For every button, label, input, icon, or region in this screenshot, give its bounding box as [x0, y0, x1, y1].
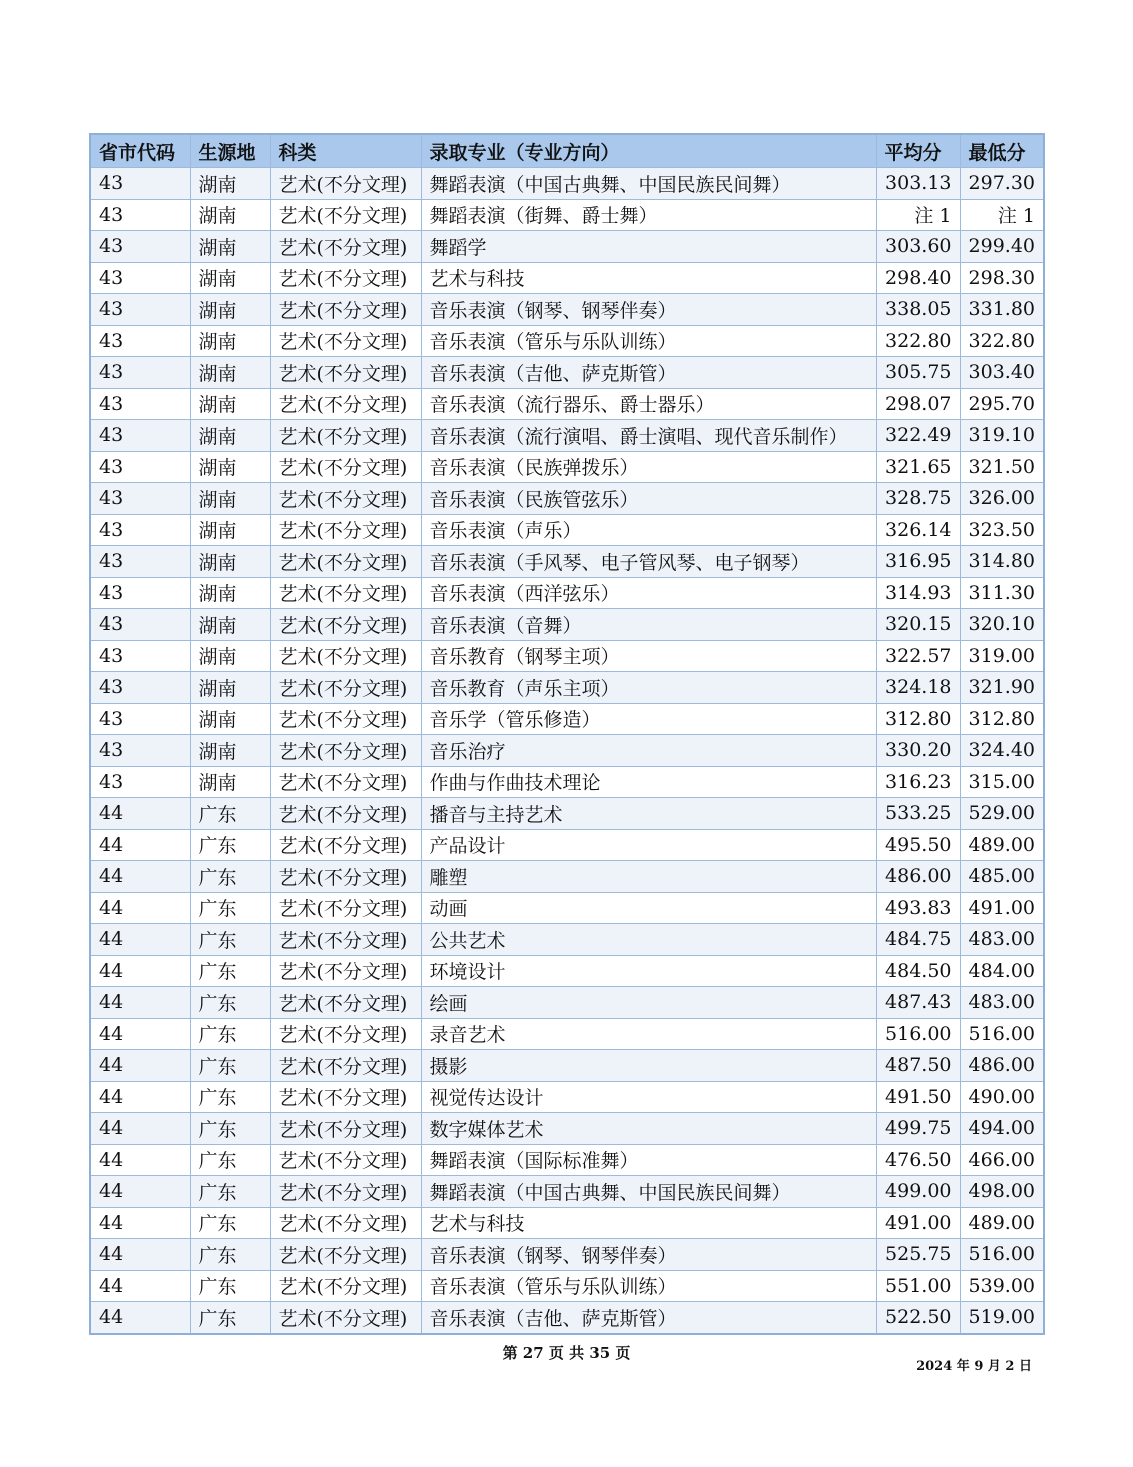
cell-province-code: 43 — [90, 199, 190, 231]
cell-category: 艺术(不分文理) — [270, 294, 421, 326]
cell-origin: 广东 — [190, 1302, 270, 1334]
cell-category: 艺术(不分文理) — [270, 357, 421, 389]
cell-origin: 湖南 — [190, 577, 270, 609]
cell-major: 音乐治疗 — [421, 735, 876, 767]
cell-category: 艺术(不分文理) — [270, 262, 421, 294]
cell-average-score: 499.75 — [876, 1113, 960, 1145]
table-row — [90, 1176, 1044, 1208]
cell-average-score: 303.60 — [876, 231, 960, 263]
cell-average-score: 491.50 — [876, 1081, 960, 1113]
cell-major: 音乐表演（民族弹拨乐） — [421, 451, 876, 483]
cell-average-score: 321.65 — [876, 451, 960, 483]
cell-province-code: 43 — [90, 609, 190, 641]
table-row — [90, 987, 1044, 1019]
cell-origin: 湖南 — [190, 766, 270, 798]
table-row — [90, 294, 1044, 326]
cell-province-code: 44 — [90, 1176, 190, 1208]
cell-minimum-score: 486.00 — [960, 1050, 1044, 1082]
cell-category: 艺术(不分文理) — [270, 1018, 421, 1050]
cell-province-code: 44 — [90, 892, 190, 924]
cell-origin: 湖南 — [190, 357, 270, 389]
cell-minimum-score: 321.50 — [960, 451, 1044, 483]
cell-origin: 广东 — [190, 924, 270, 956]
cell-minimum-score: 315.00 — [960, 766, 1044, 798]
cell-average-score: 324.18 — [876, 672, 960, 704]
cell-major: 产品设计 — [421, 829, 876, 861]
header-minimum-score: 最低分 — [960, 134, 1044, 168]
cell-major: 公共艺术 — [421, 924, 876, 956]
table-row — [90, 672, 1044, 704]
cell-average-score: 484.50 — [876, 955, 960, 987]
cell-province-code: 43 — [90, 514, 190, 546]
table-row — [90, 451, 1044, 483]
cell-average-score: 533.25 — [876, 798, 960, 830]
cell-province-code: 44 — [90, 1270, 190, 1302]
table-row — [90, 1113, 1044, 1145]
table-row — [90, 325, 1044, 357]
cell-major: 音乐表演（吉他、萨克斯管） — [421, 357, 876, 389]
cell-average-score: 注 1 — [876, 199, 960, 231]
cell-province-code: 44 — [90, 987, 190, 1019]
cell-average-score: 476.50 — [876, 1144, 960, 1176]
cell-minimum-score: 539.00 — [960, 1270, 1044, 1302]
cell-province-code: 43 — [90, 577, 190, 609]
cell-origin: 广东 — [190, 861, 270, 893]
cell-category: 艺术(不分文理) — [270, 451, 421, 483]
cell-category: 艺术(不分文理) — [270, 798, 421, 830]
cell-average-score: 305.75 — [876, 357, 960, 389]
cell-minimum-score: 466.00 — [960, 1144, 1044, 1176]
cell-category: 艺术(不分文理) — [270, 987, 421, 1019]
cell-minimum-score: 314.80 — [960, 546, 1044, 578]
cell-average-score: 484.75 — [876, 924, 960, 956]
admission-table-container — [89, 133, 1043, 1335]
cell-province-code: 44 — [90, 1081, 190, 1113]
cell-major: 音乐表演（西洋弦乐） — [421, 577, 876, 609]
cell-origin: 湖南 — [190, 735, 270, 767]
cell-category: 艺术(不分文理) — [270, 231, 421, 263]
table-row — [90, 735, 1044, 767]
cell-minimum-score: 注 1 — [960, 199, 1044, 231]
cell-category: 艺术(不分文理) — [270, 1176, 421, 1208]
cell-category: 艺术(不分文理) — [270, 1144, 421, 1176]
cell-minimum-score: 323.50 — [960, 514, 1044, 546]
cell-province-code: 44 — [90, 955, 190, 987]
cell-major: 音乐表演（管乐与乐队训练） — [421, 1270, 876, 1302]
cell-origin: 湖南 — [190, 231, 270, 263]
cell-average-score: 338.05 — [876, 294, 960, 326]
table-row — [90, 640, 1044, 672]
cell-minimum-score: 324.40 — [960, 735, 1044, 767]
cell-average-score: 499.00 — [876, 1176, 960, 1208]
cell-major: 音乐表演（音舞） — [421, 609, 876, 641]
cell-major: 录音艺术 — [421, 1018, 876, 1050]
cell-average-score: 525.75 — [876, 1239, 960, 1271]
cell-major: 舞蹈表演（街舞、爵士舞） — [421, 199, 876, 231]
cell-category: 艺术(不分文理) — [270, 703, 421, 735]
cell-major: 音乐表演（流行器乐、爵士器乐） — [421, 388, 876, 420]
table-row — [90, 577, 1044, 609]
cell-major: 艺术与科技 — [421, 1207, 876, 1239]
cell-category: 艺术(不分文理) — [270, 483, 421, 515]
cell-average-score: 491.00 — [876, 1207, 960, 1239]
cell-minimum-score: 519.00 — [960, 1302, 1044, 1334]
header-average-score: 平均分 — [876, 134, 960, 168]
cell-province-code: 43 — [90, 388, 190, 420]
cell-average-score: 312.80 — [876, 703, 960, 735]
cell-average-score: 328.75 — [876, 483, 960, 515]
cell-minimum-score: 322.80 — [960, 325, 1044, 357]
cell-origin: 湖南 — [190, 609, 270, 641]
cell-average-score: 322.57 — [876, 640, 960, 672]
table-row — [90, 546, 1044, 578]
cell-province-code: 43 — [90, 451, 190, 483]
table-row — [90, 1050, 1044, 1082]
cell-origin: 广东 — [190, 1113, 270, 1145]
table-row — [90, 199, 1044, 231]
cell-major: 播音与主持艺术 — [421, 798, 876, 830]
cell-major: 音乐表演（民族管弦乐） — [421, 483, 876, 515]
cell-province-code: 43 — [90, 546, 190, 578]
cell-minimum-score: 484.00 — [960, 955, 1044, 987]
table-row — [90, 1270, 1044, 1302]
table-row — [90, 1144, 1044, 1176]
cell-major: 音乐学（管乐修造） — [421, 703, 876, 735]
cell-origin: 湖南 — [190, 672, 270, 704]
cell-category: 艺术(不分文理) — [270, 1050, 421, 1082]
cell-category: 艺术(不分文理) — [270, 199, 421, 231]
cell-average-score: 516.00 — [876, 1018, 960, 1050]
table-row — [90, 609, 1044, 641]
cell-minimum-score: 321.90 — [960, 672, 1044, 704]
table-body — [90, 168, 1044, 1334]
cell-minimum-score: 319.10 — [960, 420, 1044, 452]
cell-major: 音乐表演（手风琴、电子管风琴、电子钢琴） — [421, 546, 876, 578]
cell-origin: 湖南 — [190, 168, 270, 200]
cell-province-code: 44 — [90, 1050, 190, 1082]
cell-origin: 广东 — [190, 1144, 270, 1176]
cell-average-score: 522.50 — [876, 1302, 960, 1334]
table-row — [90, 483, 1044, 515]
cell-province-code: 43 — [90, 420, 190, 452]
cell-origin: 湖南 — [190, 703, 270, 735]
cell-category: 艺术(不分文理) — [270, 829, 421, 861]
cell-minimum-score: 529.00 — [960, 798, 1044, 830]
table-row — [90, 1302, 1044, 1334]
cell-major: 舞蹈表演（国际标准舞） — [421, 1144, 876, 1176]
cell-category: 艺术(不分文理) — [270, 577, 421, 609]
table-row — [90, 861, 1044, 893]
table-row — [90, 924, 1044, 956]
cell-province-code: 44 — [90, 1144, 190, 1176]
cell-minimum-score: 298.30 — [960, 262, 1044, 294]
cell-average-score: 314.93 — [876, 577, 960, 609]
cell-category: 艺术(不分文理) — [270, 168, 421, 200]
cell-major: 摄影 — [421, 1050, 876, 1082]
document-date: 2024 年 9 月 2 日 — [916, 1359, 1032, 1374]
table-row — [90, 766, 1044, 798]
cell-province-code: 44 — [90, 1239, 190, 1271]
cell-origin: 广东 — [190, 1239, 270, 1271]
cell-province-code: 44 — [90, 1207, 190, 1239]
cell-origin: 湖南 — [190, 546, 270, 578]
cell-province-code: 43 — [90, 735, 190, 767]
table-row — [90, 703, 1044, 735]
cell-province-code: 43 — [90, 766, 190, 798]
cell-average-score: 316.95 — [876, 546, 960, 578]
cell-average-score: 322.80 — [876, 325, 960, 357]
cell-minimum-score: 489.00 — [960, 1207, 1044, 1239]
cell-category: 艺术(不分文理) — [270, 325, 421, 357]
table-row — [90, 420, 1044, 452]
cell-minimum-score: 516.00 — [960, 1018, 1044, 1050]
cell-category: 艺术(不分文理) — [270, 609, 421, 641]
cell-province-code: 43 — [90, 483, 190, 515]
cell-province-code: 43 — [90, 672, 190, 704]
cell-major: 音乐表演（声乐） — [421, 514, 876, 546]
cell-average-score: 320.15 — [876, 609, 960, 641]
cell-minimum-score: 326.00 — [960, 483, 1044, 515]
cell-minimum-score: 498.00 — [960, 1176, 1044, 1208]
cell-minimum-score: 311.30 — [960, 577, 1044, 609]
cell-category: 艺术(不分文理) — [270, 1113, 421, 1145]
cell-major: 舞蹈表演（中国古典舞、中国民族民间舞） — [421, 1176, 876, 1208]
cell-province-code: 44 — [90, 1302, 190, 1334]
cell-origin: 湖南 — [190, 294, 270, 326]
cell-category: 艺术(不分文理) — [270, 1081, 421, 1113]
cell-origin: 湖南 — [190, 388, 270, 420]
cell-origin: 广东 — [190, 829, 270, 861]
cell-origin: 广东 — [190, 1176, 270, 1208]
cell-major: 绘画 — [421, 987, 876, 1019]
cell-province-code: 44 — [90, 1018, 190, 1050]
cell-origin: 湖南 — [190, 262, 270, 294]
cell-average-score: 493.83 — [876, 892, 960, 924]
cell-minimum-score: 303.40 — [960, 357, 1044, 389]
table-row — [90, 1018, 1044, 1050]
cell-category: 艺术(不分文理) — [270, 640, 421, 672]
cell-category: 艺术(不分文理) — [270, 861, 421, 893]
cell-minimum-score: 320.10 — [960, 609, 1044, 641]
cell-origin: 湖南 — [190, 199, 270, 231]
cell-origin: 湖南 — [190, 483, 270, 515]
cell-major: 音乐表演（流行演唱、爵士演唱、现代音乐制作） — [421, 420, 876, 452]
cell-category: 艺术(不分文理) — [270, 420, 421, 452]
cell-major: 舞蹈表演（中国古典舞、中国民族民间舞） — [421, 168, 876, 200]
cell-major: 音乐表演（吉他、萨克斯管） — [421, 1302, 876, 1334]
cell-minimum-score: 489.00 — [960, 829, 1044, 861]
table-row — [90, 388, 1044, 420]
cell-average-score: 487.50 — [876, 1050, 960, 1082]
cell-province-code: 43 — [90, 325, 190, 357]
cell-origin: 广东 — [190, 1050, 270, 1082]
cell-origin: 广东 — [190, 1207, 270, 1239]
cell-province-code: 43 — [90, 168, 190, 200]
cell-major: 音乐表演（管乐与乐队训练） — [421, 325, 876, 357]
cell-province-code: 44 — [90, 1113, 190, 1145]
page-number: 第 27 页 共 35 页 — [502, 1344, 631, 1362]
cell-average-score: 486.00 — [876, 861, 960, 893]
cell-major: 作曲与作曲技术理论 — [421, 766, 876, 798]
cell-category: 艺术(不分文理) — [270, 388, 421, 420]
cell-average-score: 495.50 — [876, 829, 960, 861]
cell-average-score: 487.43 — [876, 987, 960, 1019]
cell-origin: 湖南 — [190, 420, 270, 452]
cell-major: 音乐表演（钢琴、钢琴伴奏） — [421, 1239, 876, 1271]
cell-province-code: 43 — [90, 357, 190, 389]
table-row — [90, 1081, 1044, 1113]
table-row — [90, 955, 1044, 987]
table-row — [90, 168, 1044, 200]
table-row — [90, 514, 1044, 546]
cell-province-code: 43 — [90, 262, 190, 294]
cell-origin: 广东 — [190, 798, 270, 830]
cell-major: 音乐教育（声乐主项） — [421, 672, 876, 704]
cell-average-score: 316.23 — [876, 766, 960, 798]
cell-minimum-score: 319.00 — [960, 640, 1044, 672]
cell-category: 艺术(不分文理) — [270, 892, 421, 924]
table-row — [90, 357, 1044, 389]
cell-average-score: 330.20 — [876, 735, 960, 767]
table-row — [90, 892, 1044, 924]
cell-average-score: 551.00 — [876, 1270, 960, 1302]
cell-category: 艺术(不分文理) — [270, 735, 421, 767]
header-major: 录取专业（专业方向） — [421, 134, 876, 168]
cell-province-code: 44 — [90, 861, 190, 893]
cell-category: 艺术(不分文理) — [270, 766, 421, 798]
cell-minimum-score: 494.00 — [960, 1113, 1044, 1145]
cell-major: 数字媒体艺术 — [421, 1113, 876, 1145]
cell-origin: 广东 — [190, 892, 270, 924]
cell-origin: 广东 — [190, 955, 270, 987]
cell-major: 雕塑 — [421, 861, 876, 893]
cell-average-score: 326.14 — [876, 514, 960, 546]
cell-average-score: 303.13 — [876, 168, 960, 200]
header-category: 科类 — [270, 134, 421, 168]
table-row — [90, 231, 1044, 263]
cell-province-code: 43 — [90, 231, 190, 263]
cell-category: 艺术(不分文理) — [270, 1270, 421, 1302]
cell-category: 艺术(不分文理) — [270, 1207, 421, 1239]
header-origin: 生源地 — [190, 134, 270, 168]
cell-province-code: 43 — [90, 294, 190, 326]
cell-origin: 广东 — [190, 987, 270, 1019]
cell-major: 艺术与科技 — [421, 262, 876, 294]
cell-category: 艺术(不分文理) — [270, 955, 421, 987]
cell-category: 艺术(不分文理) — [270, 546, 421, 578]
admission-scores-table — [89, 133, 1045, 1335]
cell-average-score: 322.49 — [876, 420, 960, 452]
cell-origin: 广东 — [190, 1081, 270, 1113]
cell-origin: 广东 — [190, 1270, 270, 1302]
cell-average-score: 298.07 — [876, 388, 960, 420]
cell-province-code: 43 — [90, 703, 190, 735]
table-header-row — [90, 134, 1044, 168]
cell-minimum-score: 299.40 — [960, 231, 1044, 263]
cell-minimum-score: 483.00 — [960, 924, 1044, 956]
table-row — [90, 1239, 1044, 1271]
cell-province-code: 44 — [90, 829, 190, 861]
cell-category: 艺术(不分文理) — [270, 924, 421, 956]
cell-origin: 广东 — [190, 1018, 270, 1050]
cell-major: 动画 — [421, 892, 876, 924]
cell-minimum-score: 516.00 — [960, 1239, 1044, 1271]
cell-minimum-score: 295.70 — [960, 388, 1044, 420]
header-province-code: 省市代码 — [90, 134, 190, 168]
cell-origin: 湖南 — [190, 325, 270, 357]
cell-minimum-score: 490.00 — [960, 1081, 1044, 1113]
cell-category: 艺术(不分文理) — [270, 1239, 421, 1271]
cell-category: 艺术(不分文理) — [270, 1302, 421, 1334]
cell-origin: 湖南 — [190, 514, 270, 546]
cell-minimum-score: 485.00 — [960, 861, 1044, 893]
cell-minimum-score: 491.00 — [960, 892, 1044, 924]
cell-province-code: 43 — [90, 640, 190, 672]
cell-minimum-score: 312.80 — [960, 703, 1044, 735]
cell-origin: 湖南 — [190, 451, 270, 483]
cell-major: 舞蹈学 — [421, 231, 876, 263]
table-row — [90, 829, 1044, 861]
cell-major: 视觉传达设计 — [421, 1081, 876, 1113]
cell-average-score: 298.40 — [876, 262, 960, 294]
cell-major: 音乐教育（钢琴主项） — [421, 640, 876, 672]
cell-major: 音乐表演（钢琴、钢琴伴奏） — [421, 294, 876, 326]
table-row — [90, 798, 1044, 830]
table-row — [90, 262, 1044, 294]
table-row — [90, 1207, 1044, 1239]
cell-major: 环境设计 — [421, 955, 876, 987]
cell-province-code: 44 — [90, 798, 190, 830]
cell-minimum-score: 331.80 — [960, 294, 1044, 326]
cell-minimum-score: 297.30 — [960, 168, 1044, 200]
cell-category: 艺术(不分文理) — [270, 672, 421, 704]
cell-category: 艺术(不分文理) — [270, 514, 421, 546]
cell-origin: 湖南 — [190, 640, 270, 672]
cell-minimum-score: 483.00 — [960, 987, 1044, 1019]
cell-province-code: 44 — [90, 924, 190, 956]
